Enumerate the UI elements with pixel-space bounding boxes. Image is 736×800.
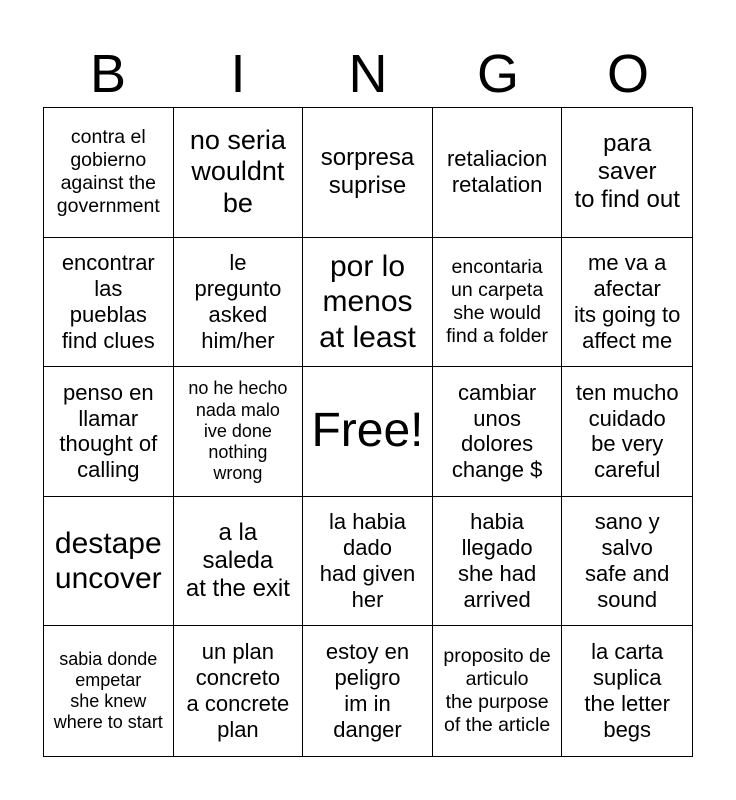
header-letter-o: O xyxy=(606,44,649,104)
cell-text: contra el gobierno against the government xyxy=(56,126,160,218)
cell-text: a la saleda at the exit xyxy=(185,518,290,603)
header-letter-i: I xyxy=(230,44,246,104)
cell-text: la habia dado had given her xyxy=(319,509,416,613)
bingo-cell[interactable] xyxy=(174,497,304,627)
bingo-cell[interactable] xyxy=(174,626,304,756)
bingo-cell[interactable] xyxy=(433,497,563,627)
bingo-cell[interactable] xyxy=(562,497,692,627)
cell-text: un plan concreto a concrete plan xyxy=(186,639,290,743)
cell-text: para saver to find out xyxy=(574,129,680,214)
bingo-cell[interactable] xyxy=(174,108,304,238)
cell-text: penso en llamar thought of calling xyxy=(59,379,158,483)
cell-text: no he hecho nada malo ive done nothing wrong xyxy=(188,378,288,484)
bingo-cell[interactable] xyxy=(174,238,304,368)
bingo-cell[interactable] xyxy=(433,238,563,368)
bingo-cell[interactable] xyxy=(433,108,563,238)
cell-text: proposito de articulo the purpose of the article xyxy=(443,645,551,737)
header-letter-n: N xyxy=(348,44,388,104)
cell-text: ten mucho cuidado be very careful xyxy=(575,379,679,483)
cell-text: habia llegado she had arrived xyxy=(457,509,537,613)
cell-text: retaliacion retalation xyxy=(446,146,548,198)
cell-text: cambiar unos dolores change $ xyxy=(451,379,543,483)
cell-text: destape uncover xyxy=(54,526,162,596)
cell-text: me va a afectar its going to affect me xyxy=(573,249,681,353)
bingo-cell[interactable] xyxy=(562,626,692,756)
bingo-cell[interactable] xyxy=(303,238,433,368)
bingo-header xyxy=(43,40,693,108)
bingo-cell[interactable] xyxy=(44,626,174,756)
free-space-text: Free! xyxy=(311,404,424,458)
bingo-cell[interactable] xyxy=(303,626,433,756)
bingo-board xyxy=(43,107,693,757)
header-letter-g: G xyxy=(476,44,519,104)
bingo-cell[interactable] xyxy=(562,238,692,368)
cell-text: la carta suplica the letter begs xyxy=(584,639,670,743)
bingo-cell[interactable] xyxy=(433,626,563,756)
cell-text: encontrar las pueblas find clues xyxy=(61,249,155,353)
cell-text: le pregunto asked him/her xyxy=(194,249,282,353)
bingo-cell[interactable] xyxy=(303,497,433,627)
bingo-cell[interactable] xyxy=(562,108,692,238)
cell-text: encontaria un carpeta she would find a folder xyxy=(446,255,549,347)
header-letter-b: B xyxy=(89,44,127,104)
bingo-cell[interactable] xyxy=(562,367,692,497)
bingo-cell[interactable] xyxy=(44,497,174,627)
bingo-cell[interactable] xyxy=(433,367,563,497)
bingo-cell[interactable] xyxy=(174,367,304,497)
cell-text: sorpresa suprise xyxy=(320,143,415,200)
cell-text: estoy en peligro im in danger xyxy=(325,639,410,743)
bingo-cell[interactable] xyxy=(44,367,174,497)
bingo-cell[interactable] xyxy=(303,108,433,238)
cell-text: sabia donde empetar she knew where to start xyxy=(53,648,163,733)
cell-text: no seria wouldnt be xyxy=(189,124,286,219)
bingo-cell[interactable] xyxy=(44,108,174,238)
bingo-cell[interactable] xyxy=(44,238,174,368)
cell-text: por lo menos at least xyxy=(319,249,416,354)
cell-text: sano y salvo safe and sound xyxy=(584,509,670,613)
free-space-cell[interactable] xyxy=(303,367,433,497)
